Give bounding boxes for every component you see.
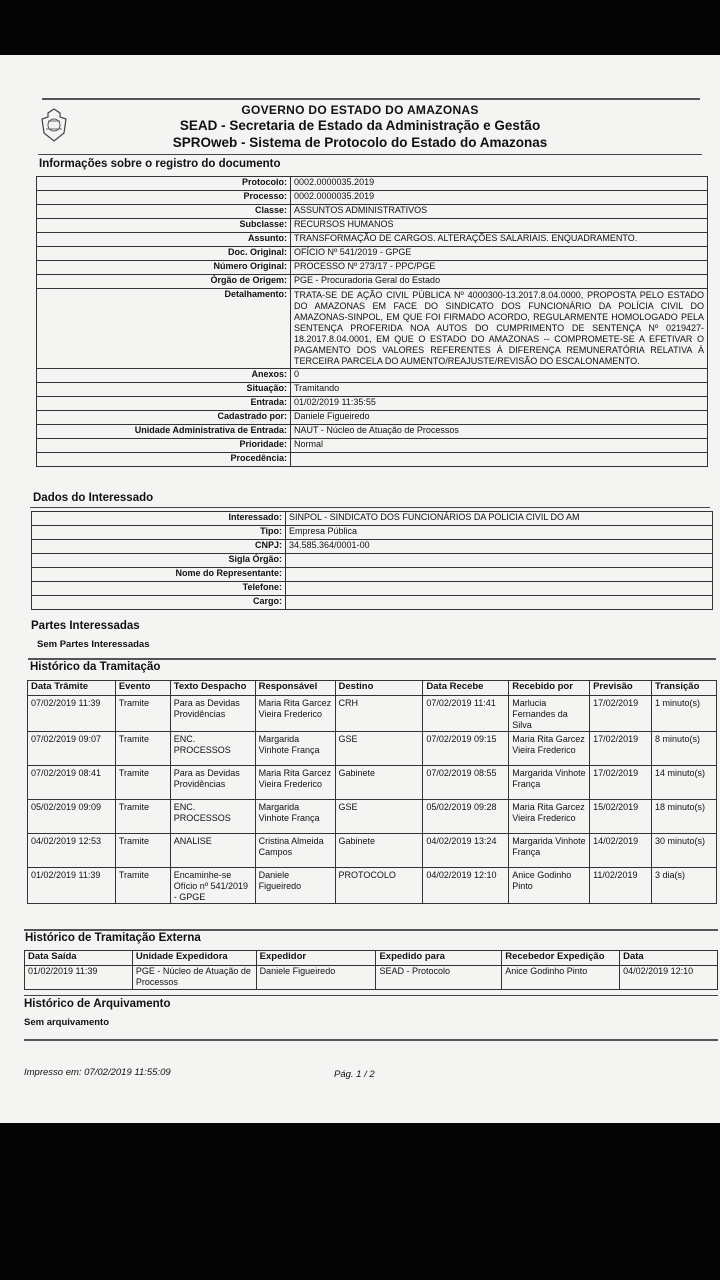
table-cell: Cristina Almeida Campos [255, 834, 335, 868]
field-label: Interessado: [32, 512, 286, 526]
field-value: Empresa Pública [286, 526, 713, 540]
table-cell: Tramite [115, 732, 170, 766]
registro-row [37, 411, 708, 425]
table-cell: SEAD - Protocolo [376, 966, 502, 990]
field-value: 34.585.364/0001-00 [286, 540, 713, 554]
field-value: ASSUNTOS ADMINISTRATIVOS [291, 205, 708, 219]
table-cell: 04/02/2019 12:10 [423, 868, 509, 904]
table-cell: Tramite [115, 800, 170, 834]
table-cell: Para as Devidas Providências [170, 696, 255, 732]
field-value: 0 [291, 369, 708, 383]
column-header: Expedido para [376, 951, 502, 966]
field-value [286, 582, 713, 596]
table-cell: 11/02/2019 [590, 868, 652, 904]
table-cell: 8 minuto(s) [652, 732, 717, 766]
registro-row [37, 397, 708, 411]
table-cell: Maria Rita Garcez Vieira Frederico [509, 800, 590, 834]
field-label: Número Original: [37, 261, 291, 275]
table-cell: Tramite [115, 766, 170, 800]
table-cell: 17/02/2019 [590, 732, 652, 766]
field-label: Tipo: [32, 526, 286, 540]
table-cell: 07/02/2019 11:41 [423, 696, 509, 732]
arquivamento-title: Histórico de Arquivamento [24, 998, 171, 1010]
table-cell: PGE - Núcleo de Atuação de Processos [132, 966, 256, 990]
field-label: Processo: [37, 191, 291, 205]
registro-title: Informações sobre o registro do documento [39, 158, 281, 170]
registro-row [37, 369, 708, 383]
column-header: Destino [335, 681, 423, 696]
partes-rule [28, 658, 716, 660]
table-cell: 01/02/2019 11:39 [25, 966, 133, 990]
externa-title: Histórico de Tramitação Externa [25, 932, 201, 944]
field-value: PGE - Procuradoria Geral do Estado [291, 275, 708, 289]
table-cell: 30 minuto(s) [652, 834, 717, 868]
interessado-row [32, 554, 713, 568]
document-page [0, 55, 720, 1123]
table-cell: 05/02/2019 09:09 [28, 800, 116, 834]
field-label: Assunto: [37, 233, 291, 247]
field-label: Sigla Órgão: [32, 554, 286, 568]
column-header: Responsável [255, 681, 335, 696]
field-value: RECURSOS HUMANOS [291, 219, 708, 233]
registro-row [37, 219, 708, 233]
table-cell: Anice Godinho Pinto [502, 966, 620, 990]
externa-table [24, 950, 718, 990]
field-value [286, 554, 713, 568]
field-value: 0002.0000035.2019 [291, 191, 708, 205]
footer-rule [24, 1039, 718, 1041]
table-cell: 1 minuto(s) [652, 696, 717, 732]
registro-row [37, 177, 708, 191]
registro-row [37, 383, 708, 397]
registro-row [37, 453, 708, 467]
table-cell: 14 minuto(s) [652, 766, 717, 800]
partes-title: Partes Interessadas [31, 620, 140, 632]
table-cell: Margarida Vinhote França [255, 800, 335, 834]
column-header: Unidade Expedidora [132, 951, 256, 966]
field-label: Cadastrado por: [37, 411, 291, 425]
field-label: Prioridade: [37, 439, 291, 453]
table-cell: Maria Rita Garcez Vieira Frederico [509, 732, 590, 766]
table-cell: 04/02/2019 13:24 [423, 834, 509, 868]
field-label: Subclasse: [37, 219, 291, 233]
column-header: Transição [652, 681, 717, 696]
field-value [286, 568, 713, 582]
registro-row [37, 191, 708, 205]
column-header: Data Saída [25, 951, 133, 966]
column-header: Evento [115, 681, 170, 696]
field-value [286, 596, 713, 610]
historico-table [27, 680, 717, 904]
table-cell: ENC. PROCESSOS [170, 732, 255, 766]
field-value: Daniele Figueiredo [291, 411, 708, 425]
field-value: TRATA-SE DE AÇÃO CIVIL PÚBLICA Nº 4000300-13.2017.8.04.0000, PROPOSTA PELO ESTADO DO AMAZONAS EM FACE DO SINDICATO DOS FUNCIONÁRIO DA POLÍCIA CIVIL DO AMAZONAS-SINPOL, EM QUE FOI FIRMADO ACORDO, REGULARMENTE HOMOLOGADO PELA SENTENÇA PROFERIDA NOA AUTOS DO CUMPRIMENTO DE SENTENÇA Nº 0219427-18.2017.8.04.0001, EM QUE O ESTADO DO AMAZONAS -- COMPROMETE-SE A EFETIVAR O PAGAMENTO DOS VALORES REFERENTES À DIFERENÇA REMUNERATÓRIA RELATIVA À TERCEIRA PARCELA DO AUMENTO/REAJUSTE/REVISÃO DO ESCALONAMENTO. [291, 289, 708, 369]
table-cell: CRH [335, 696, 423, 732]
secretaria-title: SEAD - Secretaria de Estado da Administração e Gestão [179, 118, 541, 133]
registro-row [37, 233, 708, 247]
table-cell: 04/02/2019 12:53 [28, 834, 116, 868]
registro-row [37, 261, 708, 275]
field-label: CNPJ: [32, 540, 286, 554]
table-cell: Encaminhe-se Ofício nº 541/2019 - GPGE [170, 868, 255, 904]
column-header: Expedidor [256, 951, 376, 966]
table-cell: GSE [335, 800, 423, 834]
table-cell: 07/02/2019 11:39 [28, 696, 116, 732]
table-cell: 07/02/2019 08:55 [423, 766, 509, 800]
table-cell: ENC. PROCESSOS [170, 800, 255, 834]
table-row [28, 732, 717, 766]
table-row [28, 868, 717, 904]
table-row [28, 834, 717, 868]
interessado-row [32, 582, 713, 596]
table-cell: Anice Godinho Pinto [509, 868, 590, 904]
table-cell: Marlucia Fernandes da Silva [509, 696, 590, 732]
table-cell: 14/02/2019 [590, 834, 652, 868]
field-value [291, 453, 708, 467]
arquivamento-text: Sem arquivamento [24, 1017, 109, 1028]
table-cell: 04/02/2019 12:10 [620, 966, 718, 990]
field-value: Normal [291, 439, 708, 453]
table-cell: Gabinete [335, 766, 423, 800]
registro-row [37, 439, 708, 453]
field-label: Cargo: [32, 596, 286, 610]
table-cell: Tramite [115, 834, 170, 868]
table-cell: Maria Rita Garcez Vieira Frederico [255, 766, 335, 800]
registro-row [37, 205, 708, 219]
interessado-row [32, 596, 713, 610]
table-row [28, 696, 717, 732]
column-header: Recebido por [509, 681, 590, 696]
field-value: TRANSFORMAÇÃO DE CARGOS. ALTERAÇÕES SALARIAIS. ENQUADRAMENTO. [291, 233, 708, 247]
field-label: Anexos: [37, 369, 291, 383]
column-header: Previsão [590, 681, 652, 696]
interessado-table [31, 511, 713, 610]
field-value: SINPOL - SINDICATO DOS FUNCIONÁRIOS DA POLICIA CIVIL DO AM [286, 512, 713, 526]
field-label: Doc. Original: [37, 247, 291, 261]
interessado-row [32, 568, 713, 582]
field-value: PROCESSO Nº 273/17 - PPC/PGE [291, 261, 708, 275]
table-cell: 07/02/2019 08:41 [28, 766, 116, 800]
table-row [28, 800, 717, 834]
table-cell: 01/02/2019 11:39 [28, 868, 116, 904]
column-header: Texto Despacho [170, 681, 255, 696]
column-header: Data [620, 951, 718, 966]
field-label: Entrada: [37, 397, 291, 411]
interessado-title: Dados do Interessado [33, 492, 154, 504]
table-row [28, 766, 717, 800]
field-label: Unidade Administrativa de Entrada: [37, 425, 291, 439]
field-label: Detalhamento: [37, 289, 291, 369]
field-label: Procedência: [37, 453, 291, 467]
table-cell: PROTOCOLO [335, 868, 423, 904]
field-value: 01/02/2019 11:35:55 [291, 397, 708, 411]
table-cell: Tramite [115, 868, 170, 904]
table-cell: 15/02/2019 [590, 800, 652, 834]
interessado-rule [30, 507, 710, 508]
registro-table [36, 176, 708, 467]
field-label: Telefone: [32, 582, 286, 596]
column-header: Data Trâmite [28, 681, 116, 696]
table-cell: ANALISE [170, 834, 255, 868]
table-cell: 18 minuto(s) [652, 800, 717, 834]
field-label: Classe: [37, 205, 291, 219]
top-rule [42, 98, 700, 100]
field-label: Órgão de Origem: [37, 275, 291, 289]
table-cell: Para as Devidas Providências [170, 766, 255, 800]
field-value: Tramitando [291, 383, 708, 397]
table-cell: 07/02/2019 09:15 [423, 732, 509, 766]
externa-rule-top [24, 929, 718, 931]
table-cell: Margarida Vinhote França [509, 834, 590, 868]
table-cell: 05/02/2019 09:28 [423, 800, 509, 834]
field-value: OFÍCIO Nº 541/2019 - GPGE [291, 247, 708, 261]
field-label: Nome do Representante: [32, 568, 286, 582]
table-cell: Margarida Vinhote França [509, 766, 590, 800]
interessado-row [32, 526, 713, 540]
table-cell: Daniele Figueiredo [255, 868, 335, 904]
gov-title: GOVERNO DO ESTADO DO AMAZONAS [241, 103, 479, 117]
table-cell: Margarida Vinhote França [255, 732, 335, 766]
table-row [25, 966, 718, 990]
column-header: Recebedor Expedição [502, 951, 620, 966]
registro-row [37, 247, 708, 261]
printed-at: Impresso em: 07/02/2019 11:55:09 [24, 1067, 171, 1078]
arquivamento-rule [24, 995, 718, 996]
table-cell: GSE [335, 732, 423, 766]
page-number: Pág. 1 / 2 [334, 1069, 375, 1080]
table-cell: Daniele Figueiredo [256, 966, 376, 990]
table-cell: Gabinete [335, 834, 423, 868]
table-cell: 17/02/2019 [590, 696, 652, 732]
interessado-row [32, 540, 713, 554]
sistema-title: SPROweb - Sistema de Protocolo do Estado do Amazonas [172, 135, 548, 150]
table-cell: 3 dia(s) [652, 868, 717, 904]
field-value: NAUT - Núcleo de Atuação de Processos [291, 425, 708, 439]
field-label: Protocolo: [37, 177, 291, 191]
table-cell: 17/02/2019 [590, 766, 652, 800]
partes-text: Sem Partes Interessadas [37, 639, 150, 650]
field-value: 0002.0000035.2019 [291, 177, 708, 191]
header-rule [38, 154, 702, 155]
table-cell: Tramite [115, 696, 170, 732]
interessado-row [32, 512, 713, 526]
table-cell: 07/02/2019 09:07 [28, 732, 116, 766]
registro-row [37, 425, 708, 439]
registro-row [37, 289, 708, 369]
registro-row [37, 275, 708, 289]
table-cell: Maria Rita Garcez Vieira Frederico [255, 696, 335, 732]
historico-title: Histórico da Tramitação [30, 661, 161, 673]
field-label: Situação: [37, 383, 291, 397]
column-header: Data Recebe [423, 681, 509, 696]
